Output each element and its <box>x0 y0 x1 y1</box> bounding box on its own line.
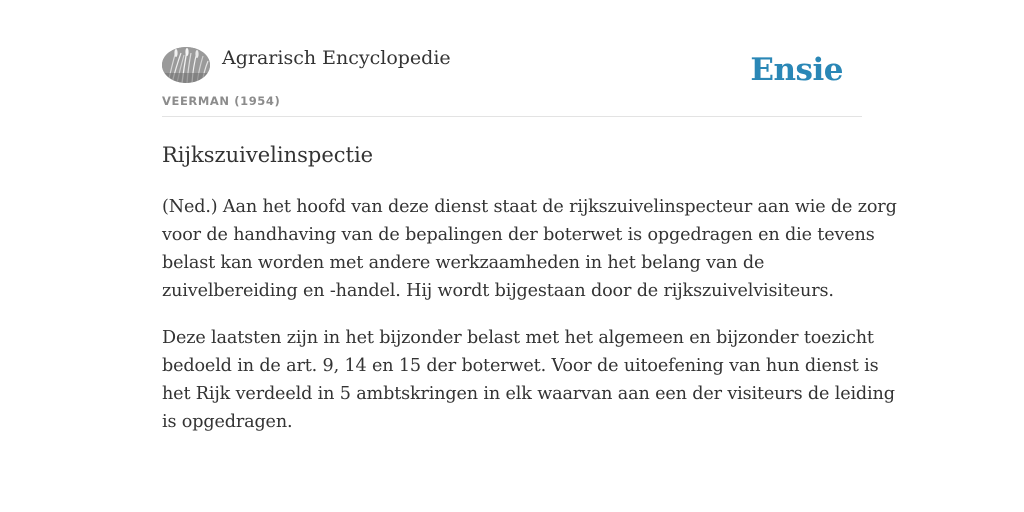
entry-title: Rijkszuivelinspectie <box>162 143 374 167</box>
ensie-brand-logo[interactable]: Ensie <box>750 52 843 88</box>
text-line: bedoeld in de art. 9, 14 en 15 der boterwet. Voor de uitoefening van hun dienst is <box>162 356 879 376</box>
text-line: Deze laatsten zijn in het bijzonder belast met het algemeen en bijzonder toezicht <box>162 328 874 348</box>
paragraph-1 <box>162 193 897 305</box>
text-line: het Rijk verdeeld in 5 ambtskringen in elk waarvan aan een der visiteurs de leiding <box>162 384 895 404</box>
entry-body <box>162 193 897 455</box>
header <box>162 44 862 117</box>
author-byline: VEERMAN (1954) <box>162 94 281 108</box>
text-line: belast kan worden met andere werkzaamheden in het belang van de <box>162 253 765 273</box>
text-line: is opgedragen. <box>162 412 293 432</box>
encyclopedia-logo-icon[interactable] <box>162 47 210 83</box>
text-line: voor de handhaving van de bepalingen der boterwet is opgedragen en die tevens <box>162 225 875 245</box>
text-line: (Ned.) Aan het hoofd van deze dienst staat de rijkszuivelinspecteur aan wie de zorg <box>162 197 897 217</box>
paragraph-2 <box>162 324 895 436</box>
encyclopedia-title[interactable]: Agrarisch Encyclopedie <box>222 47 451 69</box>
text-line: zuivelbereiding en -handel. Hij wordt bijgestaan door de rijkszuivelvisiteurs. <box>162 281 834 301</box>
